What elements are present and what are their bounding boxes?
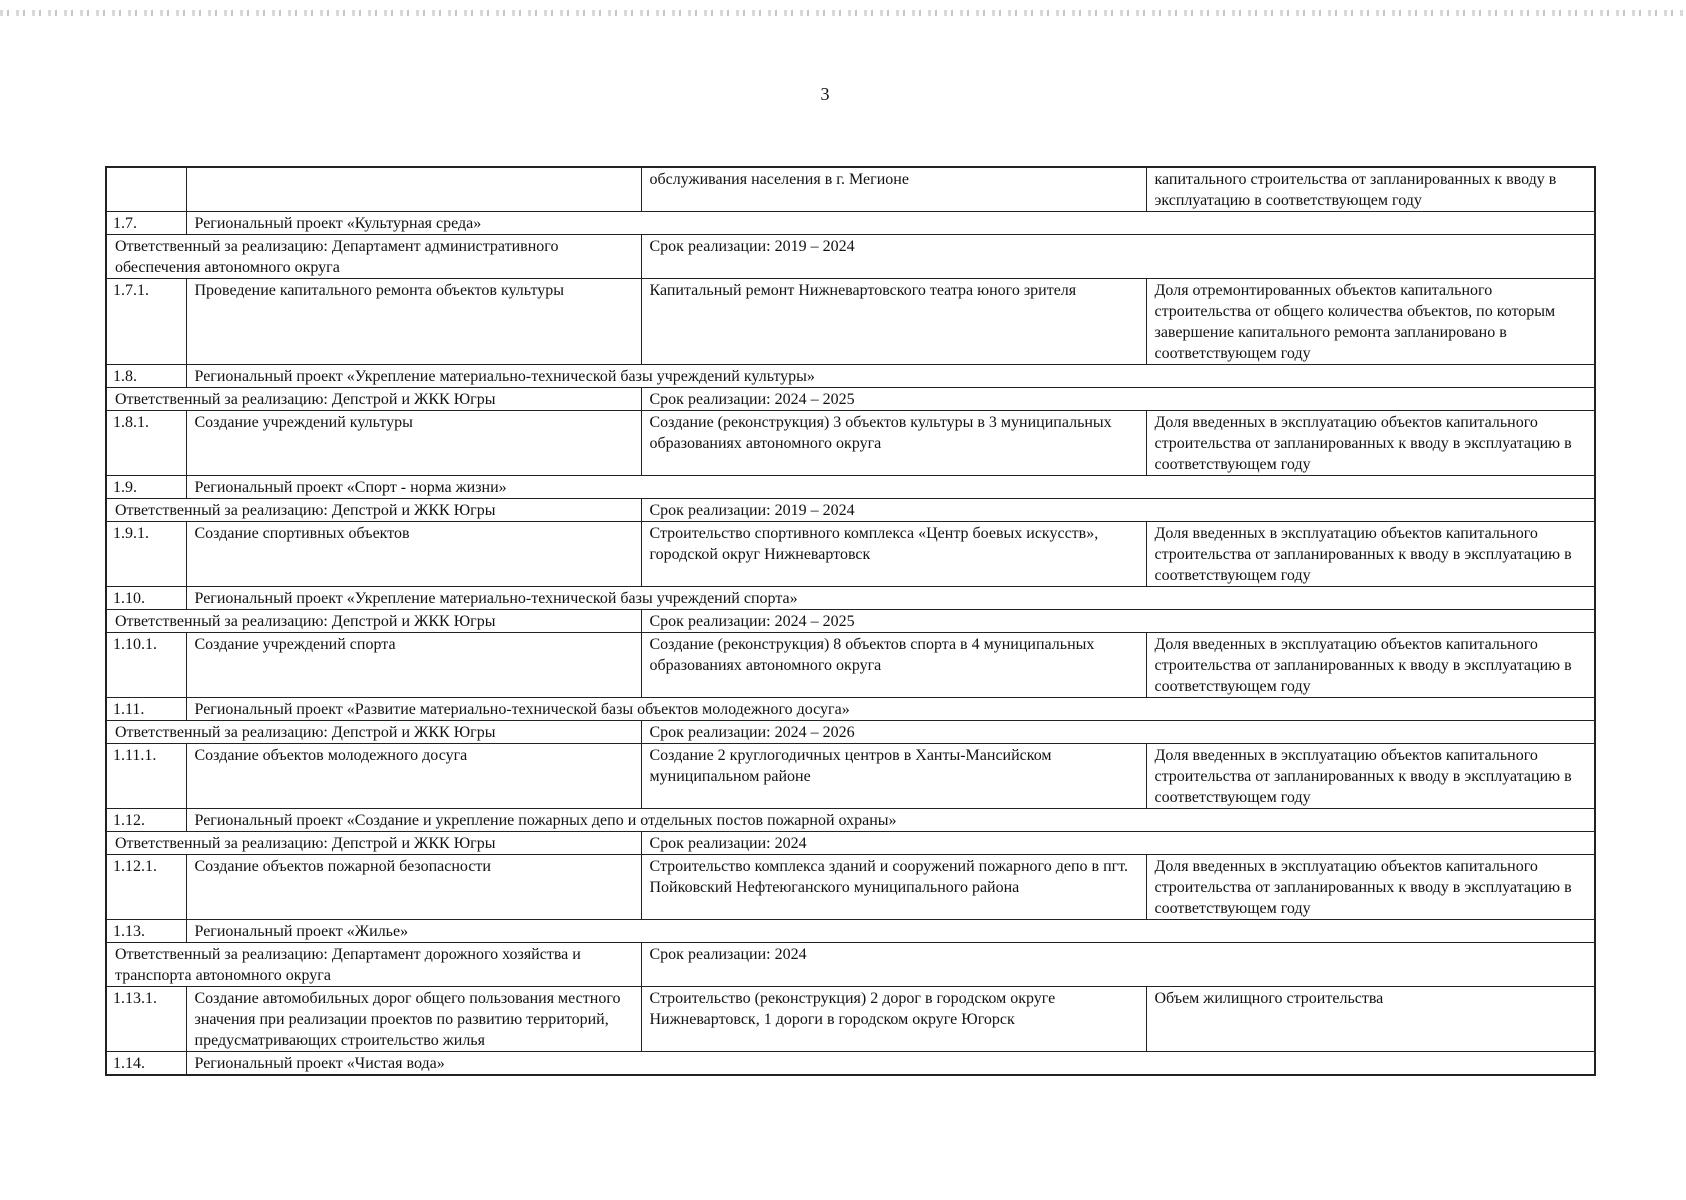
project-title: Региональный проект «Укрепление материально-технической базы учреждений культуры» xyxy=(186,365,1595,388)
project-title: Региональный проект «Культурная среда» xyxy=(186,212,1595,235)
term-cell: Срок реализации: 2024 – 2025 xyxy=(641,388,1595,411)
project-row xyxy=(106,920,1595,943)
table-row xyxy=(106,522,1595,587)
activity-cell: Создание объектов молодежного досуга xyxy=(186,744,641,809)
object-cell: Создание 2 круглогодичных центров в Ханты-Мансийском муниципальном районе xyxy=(641,744,1146,809)
responsible-row xyxy=(106,943,1595,987)
term-cell: Срок реализации: 2019 – 2024 xyxy=(641,499,1595,522)
project-title: Региональный проект «Создание и укрепление пожарных депо и отдельных постов пожарной охраны» xyxy=(186,809,1595,832)
project-number: 1.10. xyxy=(106,587,186,610)
project-title: Региональный проект «Развитие материально-технической базы объектов молодежного досуга» xyxy=(186,698,1595,721)
project-number: 1.8. xyxy=(106,365,186,388)
item-number: 1.10.1. xyxy=(106,633,186,698)
indicator-cell: капитального строительства от запланированных к вводу в эксплуатацию в соответствующем году xyxy=(1146,167,1595,212)
indicator-cell: Объем жилищного строительства xyxy=(1146,987,1595,1052)
responsible-cell: Ответственный за реализацию: Департамент дорожного хозяйства и транспорта автономного округа xyxy=(106,943,641,987)
activity-cell: Создание автомобильных дорог общего пользования местного значения при реализации проектов по развитию территорий, предусматривающих строительство жилья xyxy=(186,987,641,1052)
project-title: Региональный проект «Спорт - норма жизни» xyxy=(186,476,1595,499)
item-number: 1.7.1. xyxy=(106,279,186,365)
project-row xyxy=(106,698,1595,721)
responsible-cell: Ответственный за реализацию: Депстрой и ЖКК Югры xyxy=(106,499,641,522)
program-table xyxy=(105,166,1596,1076)
indicator-cell: Доля введенных в эксплуатацию объектов капитального строительства от запланированных к вводу в эксплуатацию в соответствующем году xyxy=(1146,855,1595,920)
object-cell: Создание (реконструкция) 8 объектов спорта в 4 муниципальных образованиях автономного округа xyxy=(641,633,1146,698)
project-row xyxy=(106,476,1595,499)
project-row xyxy=(106,809,1595,832)
page-number: 3 xyxy=(820,84,830,104)
project-number: 1.9. xyxy=(106,476,186,499)
term-cell: Срок реализации: 2024 xyxy=(641,832,1595,855)
object-cell: Строительство комплекса зданий и сооружений пожарного депо в пгт. Пойковский Нефтеюганского муниципального района xyxy=(641,855,1146,920)
table-row xyxy=(106,633,1595,698)
responsible-cell: Ответственный за реализацию: Депстрой и ЖКК Югры xyxy=(106,610,641,633)
term-cell: Срок реализации: 2024 xyxy=(641,943,1595,987)
table-row xyxy=(106,987,1595,1052)
project-number: 1.11. xyxy=(106,698,186,721)
item-number: 1.9.1. xyxy=(106,522,186,587)
object-cell: Капитальный ремонт Нижневартовского театра юного зрителя xyxy=(641,279,1146,365)
project-title: Региональный проект «Чистая вода» xyxy=(186,1052,1595,1076)
table-row xyxy=(106,279,1595,365)
indicator-cell: Доля отремонтированных объектов капитального строительства от общего количества объектов, по которым завершение капитального ремонта запланировано в соответствующем году xyxy=(1146,279,1595,365)
responsible-cell: Ответственный за реализацию: Депстрой и ЖКК Югры xyxy=(106,388,641,411)
scan-edge-artifact xyxy=(0,10,1686,16)
responsible-cell: Ответственный за реализацию: Департамент административного обеспечения автономного округа xyxy=(106,235,641,279)
project-number: 1.12. xyxy=(106,809,186,832)
item-number: 1.12.1. xyxy=(106,855,186,920)
item-number xyxy=(106,167,186,212)
responsible-cell: Ответственный за реализацию: Депстрой и ЖКК Югры xyxy=(106,832,641,855)
term-cell: Срок реализации: 2019 – 2024 xyxy=(641,235,1595,279)
project-row xyxy=(106,365,1595,388)
responsible-row xyxy=(106,610,1595,633)
activity-cell: Создание учреждений спорта xyxy=(186,633,641,698)
activity-cell: Создание учреждений культуры xyxy=(186,411,641,476)
responsible-row xyxy=(106,832,1595,855)
activity-cell: Создание объектов пожарной безопасности xyxy=(186,855,641,920)
project-row xyxy=(106,212,1595,235)
responsible-cell: Ответственный за реализацию: Депстрой и ЖКК Югры xyxy=(106,721,641,744)
object-cell: Строительство (реконструкция) 2 дорог в городском округе Нижневартовск, 1 дороги в городском округе Югорск xyxy=(641,987,1146,1052)
indicator-cell: Доля введенных в эксплуатацию объектов капитального строительства от запланированных к вводу в эксплуатацию в соответствующем году xyxy=(1146,411,1595,476)
project-row xyxy=(106,1052,1595,1076)
table-row xyxy=(106,167,1595,212)
item-number: 1.13.1. xyxy=(106,987,186,1052)
table-row xyxy=(106,855,1595,920)
object-cell: Строительство спортивного комплекса «Центр боевых искусств», городской округ Нижневартовск xyxy=(641,522,1146,587)
object-cell: обслуживания населения в г. Мегионе xyxy=(641,167,1146,212)
indicator-cell: Доля введенных в эксплуатацию объектов капитального строительства от запланированных к вводу в эксплуатацию в соответствующем году xyxy=(1146,744,1595,809)
activity-cell xyxy=(186,167,641,212)
indicator-cell: Доля введенных в эксплуатацию объектов капитального строительства от запланированных к вводу в эксплуатацию в соответствующем году xyxy=(1146,522,1595,587)
project-title: Региональный проект «Укрепление материально-технической базы учреждений спорта» xyxy=(186,587,1595,610)
term-cell: Срок реализации: 2024 – 2025 xyxy=(641,610,1595,633)
term-cell: Срок реализации: 2024 – 2026 xyxy=(641,721,1595,744)
table-row xyxy=(106,744,1595,809)
responsible-row xyxy=(106,499,1595,522)
item-number: 1.11.1. xyxy=(106,744,186,809)
responsible-row xyxy=(106,235,1595,279)
indicator-cell: Доля введенных в эксплуатацию объектов капитального строительства от запланированных к вводу в эксплуатацию в соответствующем году xyxy=(1146,633,1595,698)
responsible-row xyxy=(106,721,1595,744)
activity-cell: Проведение капитального ремонта объектов культуры xyxy=(186,279,641,365)
item-number: 1.8.1. xyxy=(106,411,186,476)
activity-cell: Создание спортивных объектов xyxy=(186,522,641,587)
table-row xyxy=(106,411,1595,476)
project-number: 1.7. xyxy=(106,212,186,235)
responsible-row xyxy=(106,388,1595,411)
project-number: 1.14. xyxy=(106,1052,186,1076)
project-number: 1.13. xyxy=(106,920,186,943)
object-cell: Создание (реконструкция) 3 объектов культуры в 3 муниципальных образованиях автономного округа xyxy=(641,411,1146,476)
project-title: Региональный проект «Жилье» xyxy=(186,920,1595,943)
project-row xyxy=(106,587,1595,610)
program-table-body xyxy=(106,167,1595,1075)
